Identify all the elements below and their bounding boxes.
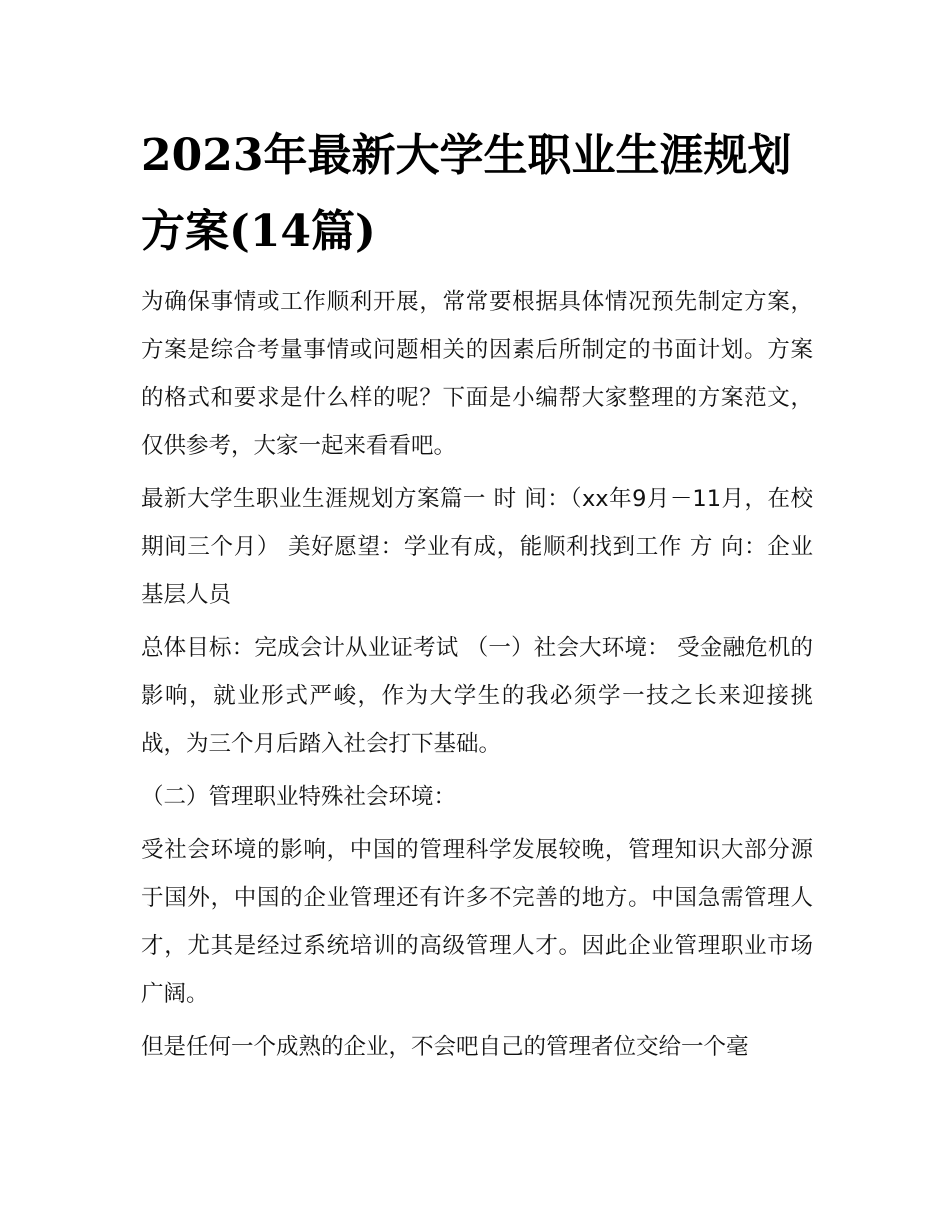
paragraph-mature-enterprise: 但是任何一个成熟的企业，不会吧自己的管理者位交给一个毫 <box>141 1034 749 1060</box>
document-body <box>141 118 813 1071</box>
paragraph-management-environment: 受社会环境的影响，中国的管理科学发展较晚，管理知识大部分源于国外，中国的企业管理还有许多不完善的地方。中国急需管理人才，尤其是经过系统培训的高级管理人才。因此企业管理职业市场广阔。 <box>141 837 813 1007</box>
paragraph-plan-time: 最新大学生职业生涯规划方案篇一 时 间：（xx年9月－11月，在校期间三个月） 美好愿望：学业有成，能顺利找到工作 方 向：企业基层人员 <box>141 486 813 608</box>
paragraph-section-heading: （二）管理职业特殊社会环境： <box>141 784 457 810</box>
document-title: 2023年最新大学生职业生涯规划方案(14篇) <box>141 130 792 257</box>
paragraph-overall-goal: 总体目标：完成会计从业证考试 （一）社会大环境： 受金融危机的影响，就业形式严峻，作为大学生的我必须学一技之长来迎接挑战，为三个月后踏入社会打下基础。 <box>141 635 813 757</box>
paragraph-intro: 为确保事情或工作顺利开展，常常要根据具体情况预先制定方案，方案是综合考量事情或问题相关的因素后所制定的书面计划。方案的格式和要求是什么样的呢？下面是小编帮大家整理的方案范文，仅供参考，大家一起来看看吧。 <box>141 289 813 459</box>
